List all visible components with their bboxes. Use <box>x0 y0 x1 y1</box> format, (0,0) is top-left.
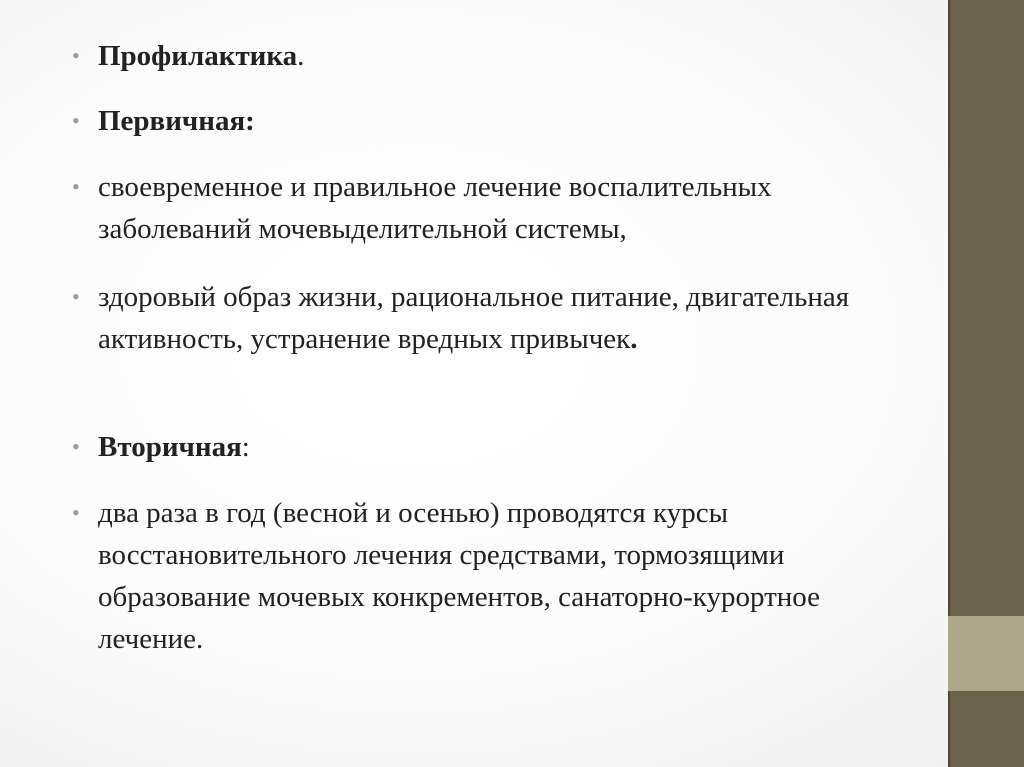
sidebar-accent-block <box>948 616 1024 691</box>
bullet-item-secondary <box>72 426 928 468</box>
bullet-heading-suffix: : <box>241 431 250 463</box>
bullet-text: здоровый образ жизни, рациональное питание, двигательная активность, устранение вредных привычек <box>98 281 850 355</box>
bullet-text: два раза в год (весной и осенью) проводятся курсы восстановительного лечения средствами, тормозящими образование мочевых конкрементов, санаторно-курортное лечение. <box>98 497 820 655</box>
bullet-item-primary <box>72 100 928 142</box>
bullet-item-profilaktika <box>72 35 928 77</box>
bullet-icon: • <box>72 434 80 459</box>
bullet-icon: • <box>72 500 80 525</box>
bullet-heading: Первичная: <box>98 105 255 137</box>
bullet-item-courses <box>72 492 928 660</box>
bullet-item-treatment <box>72 166 928 250</box>
bullet-text: своевременное и правильное лечение воспалительных заболеваний мочевыделительной системы, <box>98 171 772 245</box>
bullet-item-lifestyle <box>72 276 928 360</box>
bullet-icon: • <box>72 108 80 133</box>
bullet-heading: Вторичная <box>98 431 242 463</box>
bullet-text-end: . <box>630 323 638 355</box>
bullet-icon: • <box>72 174 80 199</box>
bullet-heading: Профилактика <box>98 40 298 72</box>
bullet-heading-suffix: . <box>297 40 305 72</box>
bullet-icon: • <box>72 284 80 309</box>
bullet-icon: • <box>72 43 80 68</box>
